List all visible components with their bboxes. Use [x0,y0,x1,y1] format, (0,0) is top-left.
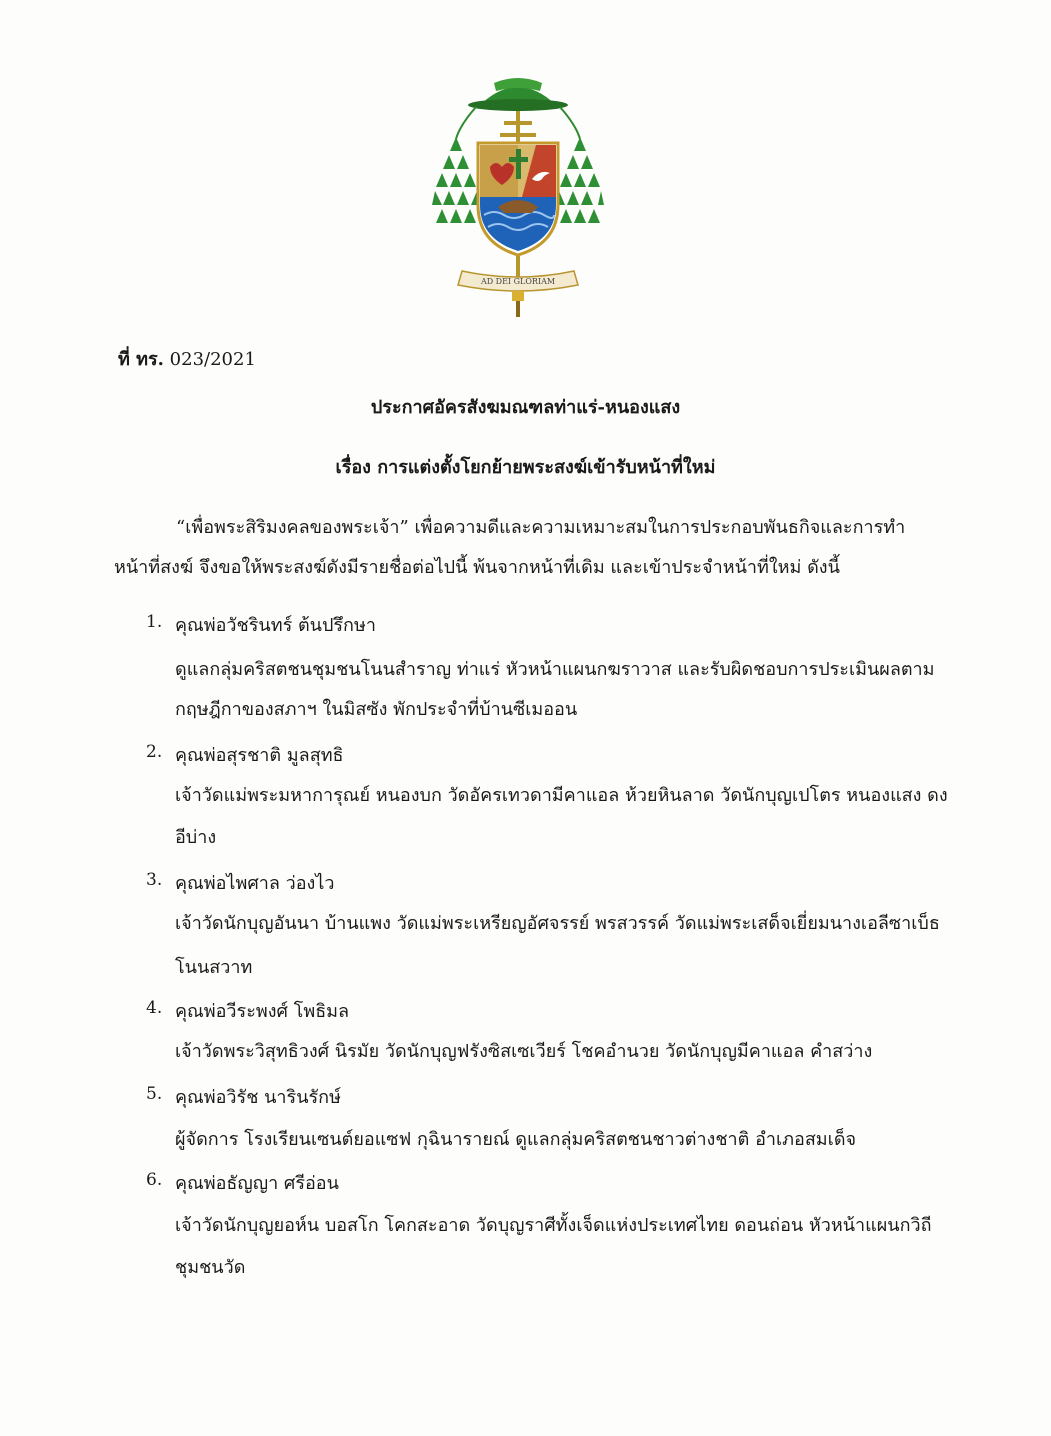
intro-line-2: หน้าที่สงฆ์ จึงขอให้พระสงฆ์ดังมีรายชื่อต่อไปนี้ พ้นจากหน้าที่เดิม และเข้าประจำหน้าที่ใหม่ ดังนี้ [114,557,840,578]
item-number: 2. [146,742,163,762]
item-assignment-line: กฤษฎีกาของสภาฯ ในมิสซัง พักประจำที่บ้านซีเมออน [175,699,578,720]
item-priest-name: คุณพ่อวีระพงศ์ โพธิมล [175,1001,350,1022]
item-assignment-line: อีบ่าง [175,827,217,848]
item-assignment-line: ชุมชนวัด [175,1257,246,1278]
item-assignment-line: เจ้าวัดแม่พระมหาการุณย์ หนองบก วัดอัครเทวดามีคาแอล ห้วยหินลาด วัดนักบุญเปโตร หนองแสง ดง [175,785,948,806]
item-assignment-line: ผู้จัดการ โรงเรียนเซนต์ยอแซฟ กุฉินารายณ์ ดูแลกลุ่มคริสตชนชาวต่างชาติ อำเภอสมเด็จ [175,1129,857,1150]
item-assignment-line: เจ้าวัดนักบุญยอห์น บอสโก โคกสะอาด วัดบุญราศีทั้งเจ็ดแห่งประเทศไทย ดอนถ่อน หัวหน้าแผนกวิถี [175,1215,932,1236]
item-number: 1. [146,612,163,632]
motto-text: AD DEI GLORIAM [480,277,556,286]
item-priest-name: คุณพ่อไพศาล ว่องไว [175,873,335,894]
item-priest-name: คุณพ่อวัชรินทร์ ต้นปรึกษา [175,615,376,636]
announcement-title: ประกาศอัครสังฆมณฑลท่าแร่-หนองแสง [370,397,681,418]
item-number: 5. [146,1084,163,1104]
coat-of-arms-logo [432,75,604,319]
item-number: 6. [146,1170,163,1190]
item-number: 4. [146,998,163,1018]
reference-value: 023/2021 [169,349,256,370]
item-assignment-line: โนนสวาท [175,957,253,978]
item-number: 3. [146,870,163,890]
intro-line-1: “เพื่อพระสิริมงคลของพระเจ้า” เพื่อความดีและความเหมาะสมในการประกอบพันธกิจและการทำ [176,517,906,538]
announcement-subject: เรื่อง การแต่งตั้งโยกย้ายพระสงฆ์เข้ารับหน้าที่ใหม่ [335,457,716,478]
item-priest-name: คุณพ่อวิรัช นารินรักษ์ [175,1087,341,1108]
item-assignment-line: เจ้าวัดพระวิสุทธิวงศ์ นิรมัย วัดนักบุญฟรังซิสเซเวียร์ โชคอำนวย วัดนักบุญมีคาแอล คำสว่าง [175,1041,873,1062]
item-assignment-line: เจ้าวัดนักบุญอันนา บ้านแพง วัดแม่พระเหรียญอัศจรรย์ พรสวรรค์ วัดแม่พระเสด็จเยี่ยมนางเอลีซาเบ็ธ [175,913,940,934]
item-priest-name: คุณพ่อธัญญา ศรีอ่อน [175,1173,339,1194]
item-priest-name: คุณพ่อสุรชาติ มูลสุทธิ [175,745,344,766]
item-assignment-line: ดูแลกลุ่มคริสตชนชุมชนโนนสำราญ ท่าแร่ หัวหน้าแผนกฆราวาส และรับผิดชอบการประเมินผลตาม [175,659,935,680]
reference-label: ที่ ทร. [118,349,164,370]
reference-number [118,344,256,373]
